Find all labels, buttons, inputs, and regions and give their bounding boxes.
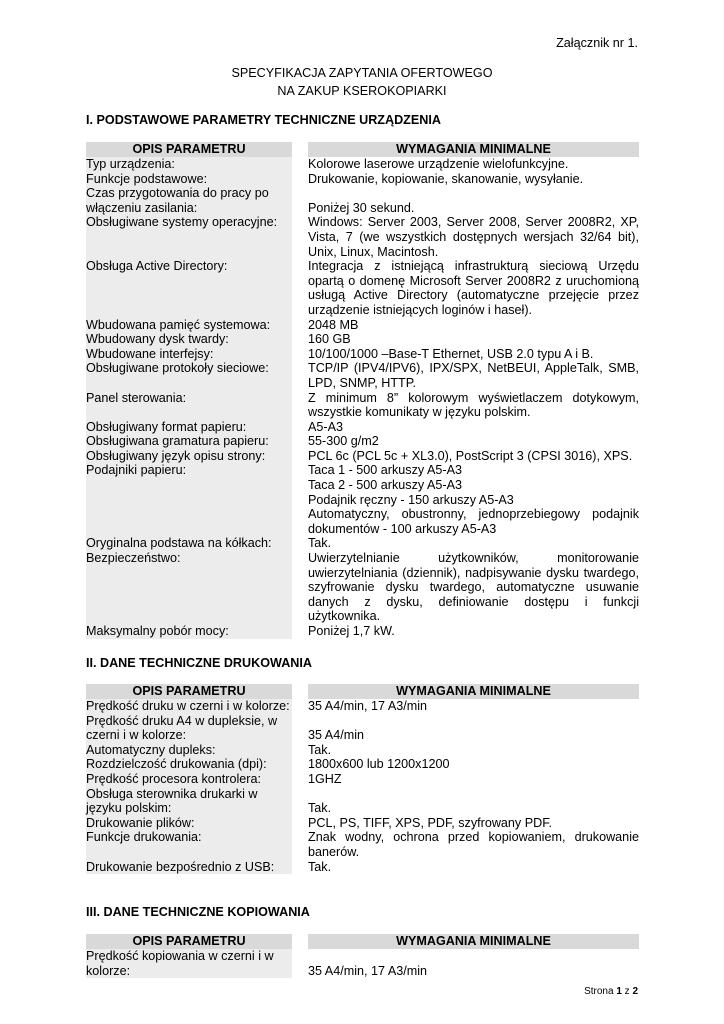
param-label: Rozdzielczość drukowania (dpi): <box>86 757 292 772</box>
requirement-value <box>308 816 639 831</box>
param-label: Oryginalna podstawa na kółkach: <box>86 536 292 551</box>
column-header-param: OPIS PARAMETRU <box>86 142 292 157</box>
requirement-line: PCL 6c (PCL 5c + XL3.0), PostScript 3 (CPSI 3016), XPS. <box>308 448 633 463</box>
table-row <box>86 699 639 714</box>
table-row <box>86 860 639 875</box>
requirement-value <box>308 772 639 787</box>
param-label: Drukowanie plików: <box>86 816 292 831</box>
table-row <box>86 186 639 215</box>
requirement-value <box>308 361 639 390</box>
table-row <box>86 215 639 259</box>
param-label: Funkcje drukowania: <box>86 830 292 859</box>
param-label: Prędkość druku A4 w dupleksie, w czerni i w kolorze: <box>86 714 292 743</box>
requirement-line: TCP/IP (IPV4/IPV6), IPX/SPX, NetBEUI, AppleTalk, SMB, LPD, SNMP, HTTP. <box>308 361 639 390</box>
table-row <box>86 361 639 390</box>
requirement-line: 160 GB <box>308 332 351 347</box>
footer-page-total: 2 <box>632 986 638 997</box>
page-footer <box>584 986 638 997</box>
section-heading: I. PODSTAWOWE PARAMETRY TECHNICZNE URZĄDZENIA <box>86 113 441 127</box>
requirement-value <box>308 463 639 536</box>
param-label: Obsługiwany format papieru: <box>86 420 292 435</box>
requirement-line: Tak. <box>308 536 332 551</box>
param-label: Czas przygotowania do pracy po włączeniu zasilania: <box>86 186 292 215</box>
requirement-line: Z minimum 8” kolorowym wyświetlaczem dotykowym, wszystkie komunikaty w języku polskim. <box>308 390 639 420</box>
table-row <box>86 816 639 831</box>
table-row <box>86 449 639 464</box>
requirement-line: Uwierzytelnianie użytkowników, monitorowanie uwierzytelniania (dziennik), nadpisywanie dysku twardego, szyfrowanie dysku twardego, automatyczne usuwanie danych z dysku, definiowanie dostępu i funkcji użytkownika. <box>308 551 639 624</box>
document-title-line1: SPECYFIKACJA ZAPYTANIA OFERTOWEGO <box>231 66 493 80</box>
param-label: Obsługiwana gramatura papieru: <box>86 434 292 449</box>
requirement-line: Poniżej 1,7 kW. <box>308 624 395 638</box>
requirement-value <box>308 743 639 758</box>
requirement-line: Tak. <box>308 801 332 816</box>
requirement-value <box>308 787 639 816</box>
annex-label: Załącznik nr 1. <box>556 36 638 50</box>
requirement-value <box>308 420 639 435</box>
param-label: Maksymalny pobór mocy: <box>86 624 292 639</box>
param-label: Podajniki papieru: <box>86 463 292 536</box>
requirement-line: 35 A4/min <box>308 728 365 743</box>
table-row <box>86 551 639 624</box>
table-row <box>86 787 639 816</box>
spec-table <box>86 684 639 874</box>
table-row <box>86 949 639 978</box>
requirement-value <box>308 347 639 362</box>
table-row <box>86 347 639 362</box>
requirement-value <box>308 172 639 187</box>
param-label: Prędkość kopiowania w czerni i w kolorze: <box>86 949 292 978</box>
requirement-line: 10/100/1000 –Base-T Ethernet, USB 2.0 typu A i B. <box>308 346 594 361</box>
requirement-line: Windows: Server 2003, Server 2008, Server 2008R2, XP, Vista, 7 (we wszystkich dostępnych wersjach 32/64 bit), Unix, Linux, Macintosh. <box>308 215 639 259</box>
param-label: Typ urządzenia: <box>86 157 292 172</box>
param-label: Obsługa Active Directory: <box>86 259 292 317</box>
requirement-line: A5-A3 <box>308 419 344 434</box>
requirement-value <box>308 318 639 333</box>
param-label: Automatyczny dupleks: <box>86 743 292 758</box>
param-label: Obsługiwane protokoły sieciowe: <box>86 361 292 390</box>
param-label: Funkcje podstawowe: <box>86 172 292 187</box>
table-row <box>86 332 639 347</box>
requirement-line: 2048 MB <box>308 317 359 332</box>
table-row <box>86 259 639 317</box>
table-row <box>86 420 639 435</box>
table-row <box>86 714 639 743</box>
param-label: Wbudowana pamięć systemowa: <box>86 318 292 333</box>
requirement-value <box>308 860 639 875</box>
requirement-line: 1800x600 lub 1200x1200 <box>308 757 450 772</box>
param-label: Prędkość druku w czerni i w kolorze: <box>86 699 292 714</box>
table-row <box>86 757 639 772</box>
requirement-value <box>308 830 639 859</box>
table-row <box>86 434 639 449</box>
table-row <box>86 172 639 187</box>
table-row <box>86 391 639 420</box>
requirement-value <box>308 157 639 172</box>
requirement-value <box>308 215 639 259</box>
requirement-value <box>308 186 639 215</box>
requirement-value <box>308 624 639 639</box>
requirement-value <box>308 699 639 714</box>
param-label: Obsługiwany język opisu strony: <box>86 449 292 464</box>
param-label: Drukowanie bezpośrednio z USB: <box>86 860 292 875</box>
document-title-line2: NA ZAKUP KSEROKOPIARKI <box>277 84 447 98</box>
spec-table <box>86 934 639 978</box>
column-header-param: OPIS PARAMETRU <box>86 934 292 949</box>
requirement-value <box>308 714 639 743</box>
table-row <box>86 157 639 172</box>
requirement-line: Znak wodny, ochrona przed kopiowaniem, drukowanie banerów. <box>308 830 639 859</box>
requirement-line: Integracja z istniejącą infrastrukturą sieciową Urzędu opartą o domenę Microsoft Server 2008R2 z uruchomioną usługą Active Directory (automatyczne przejęcie przez urządzenie istniejących loginów i haseł). <box>308 259 639 317</box>
requirement-line: Drukowanie, kopiowanie, skanowanie, wysyłanie. <box>308 171 584 186</box>
requirement-line: Taca 2 - 500 arkuszy A5-A3 <box>308 478 463 493</box>
requirement-line: Podajnik ręczny - 150 arkuszy A5-A3 <box>308 492 514 507</box>
requirement-line: 35 A4/min, 17 A3/min <box>308 963 428 978</box>
column-header-requirement: WYMAGANIA MINIMALNE <box>308 684 639 699</box>
requirement-line: Tak. <box>308 742 332 757</box>
table-row <box>86 772 639 787</box>
requirement-line: Kolorowe laserowe urządzenie wielofunkcyjne. <box>308 157 569 171</box>
requirement-value <box>308 536 639 551</box>
section-heading: III. DANE TECHNICZNE KOPIOWANIA <box>86 905 310 919</box>
table-row <box>86 624 639 639</box>
requirement-value <box>308 757 639 772</box>
requirement-value <box>308 391 639 420</box>
table-row <box>86 536 639 551</box>
param-label: Obsługa sterownika drukarki w języku polskim: <box>86 787 292 816</box>
footer-prefix: Strona <box>584 986 614 997</box>
param-label: Bezpieczeństwo: <box>86 551 292 624</box>
param-label: Obsługiwane systemy operacyjne: <box>86 215 292 259</box>
table-row <box>86 318 639 333</box>
requirement-value <box>308 551 639 624</box>
footer-page-number: 1 <box>616 986 622 997</box>
requirement-value <box>308 949 639 978</box>
table-row <box>86 463 639 536</box>
requirement-value <box>308 449 639 464</box>
requirement-value <box>308 332 639 347</box>
column-header-requirement: WYMAGANIA MINIMALNE <box>308 142 639 157</box>
requirement-line: Taca 1 - 500 arkuszy A5-A3 <box>308 463 463 478</box>
param-label: Wbudowany dysk twardy: <box>86 332 292 347</box>
requirement-value <box>308 259 639 317</box>
footer-separator: z <box>624 986 630 997</box>
param-label: Prędkość procesora kontrolera: <box>86 772 292 787</box>
requirement-line: PCL, PS, TIFF, XPS, PDF, szyfrowany PDF. <box>308 815 553 830</box>
column-header-param: OPIS PARAMETRU <box>86 684 292 699</box>
requirement-line: Automatyczny, obustronny, jednoprzebiegowy podajnik dokumentów - 100 arkuszy A5-A3 <box>308 507 639 536</box>
requirement-line: 1GHZ <box>308 771 342 786</box>
param-label: Wbudowane interfejsy: <box>86 347 292 362</box>
param-label: Panel sterowania: <box>86 391 292 420</box>
requirement-value <box>308 434 639 449</box>
table-row <box>86 743 639 758</box>
spec-table <box>86 142 639 639</box>
requirement-line: 55-300 g/m2 <box>308 434 379 449</box>
requirement-line: 35 A4/min, 17 A3/min <box>308 699 428 713</box>
requirement-line: Poniżej 30 sekund. <box>308 200 415 215</box>
requirement-line: Tak. <box>308 859 332 874</box>
column-header-requirement: WYMAGANIA MINIMALNE <box>308 934 639 949</box>
section-heading: II. DANE TECHNICZNE DRUKOWANIA <box>86 656 312 670</box>
table-row <box>86 830 639 859</box>
